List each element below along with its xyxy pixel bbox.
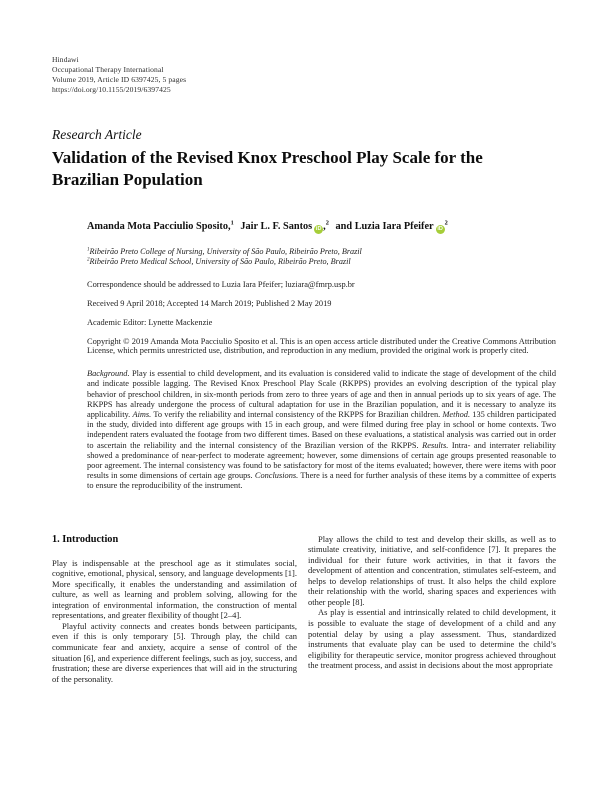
abstract-label-background: Background. xyxy=(87,369,130,379)
abstract-label-aims: Aims. xyxy=(132,410,152,420)
doi-link[interactable]: https://doi.org/10.1155/2019/6397425 xyxy=(52,84,171,94)
author-1-separator: , xyxy=(228,220,231,232)
author-2-name: Jair L. F. Santos xyxy=(240,220,313,232)
affiliation-2-superscript: 2 xyxy=(87,256,90,263)
article-id-line: Volume 2019, Article ID 6397425, 5 pages xyxy=(52,74,187,84)
author-2 xyxy=(240,221,329,232)
abstract-text-method: 135 children participated in the study, divided into different age groups with 15 in each group, and were filmed during free play in school or home contexts. Two independent raters evaluated the footage from two different times. Based on these evaluations, a statistical analysis was carried out in order to ascertain the reliability and the internal consistency of the Brazilian version of the RKPPS. xyxy=(87,410,556,450)
author-1-affiliation-superscript: 1 xyxy=(230,219,234,227)
author-line xyxy=(87,221,556,234)
affiliation-1-text: Ribeirão Preto College of Nursing, University of São Paulo, Ribeirão Preto, Brazil xyxy=(89,246,362,256)
abstract-label-conclusions: Conclusions. xyxy=(254,471,299,481)
right-column xyxy=(308,534,556,685)
author-3-name: and Luzia Iara Pfeifer xyxy=(335,220,434,232)
author-3 xyxy=(336,221,448,232)
front-matter xyxy=(87,221,556,492)
affiliation-2-text: Ribeirão Preto Medical School, University of São Paulo, Ribeirão Preto, Brazil xyxy=(89,256,351,266)
journal-name: Occupational Therapy International xyxy=(52,64,164,74)
intro-paragraph-4: As play is essential and intrinsically related to child development, it is possible to evaluate the stage of development of a child and any potential delay by using a play assessment. Thus, standardized instruments that evaluate play can be used to determine the child’s eligibility for therapeutic service, monitor progress achieved throughout the treatment process, and assist in decisions about the most appropriate xyxy=(308,607,556,671)
intro-paragraph-2: Playful activity connects and creates bonds between participants, even if this is only temporary [5]. Through play, the child can communicate fear and anxiety, acquire a sense of control of the situation [6], and experience different feelings, such as joy, success, and frustration; these are diverse experiences that will aid in the structuring of the personality. xyxy=(52,620,297,684)
intro-paragraph-3: Play allows the child to test and develop their skills, as well as to stimulate creativity, initiative, and self-confidence [7]. It prepares the individual for their future work activities, in that it favors the development of attention and concentration, stimulates self-esteem, and helps to develop relationships of trust. It also helps the child explore their relationship with the world, sharing spaces and experiences with other people [8]. xyxy=(308,533,556,607)
author-3-affiliation-superscript: 2 xyxy=(444,219,448,227)
affiliation-list xyxy=(87,247,556,268)
two-column-body xyxy=(52,534,556,685)
section-heading-introduction: 1. Introduction xyxy=(52,533,119,545)
article-type-label: Research Article xyxy=(52,126,142,142)
intro-paragraph-1: Play is indispensable at the preschool age as it stimulates social, cognitive, emotional, physical, sensory, and language developments [1]. More specifically, it enables the understanding and assimilation of culture, as well as learning and problem solving, allowing for the integration of environmental information, the construction of mental representations, and greater flexibility of thought [2–4]. xyxy=(52,557,297,621)
paper-title: Validation of the Revised Knox Preschool Play Scale for the Brazilian Population xyxy=(52,147,483,189)
publisher-header xyxy=(52,55,556,95)
affiliation-1-superscript: 1 xyxy=(87,245,90,252)
left-column xyxy=(52,534,297,685)
dates-line: Received 9 April 2018; Accepted 14 March 2019; Published 2 May 2019 xyxy=(87,299,332,309)
abstract-label-results: Results. xyxy=(422,440,449,450)
affiliation-line-2 xyxy=(87,257,556,267)
orcid-icon[interactable]: iD xyxy=(437,225,443,232)
copyright-notice: Copyright © 2019 Amanda Mota Pacciulio Sposito et al. This is an open access article distributed under the Creative Commons Attribution License, which permits unrestricted use, distribution, and reproduction in any medium, provided the original work is properly cited. xyxy=(87,336,556,356)
orcid-icon[interactable]: iD xyxy=(315,225,322,232)
academic-editor-line: Academic Editor: Lynette Mackenzie xyxy=(87,317,213,327)
correspondence-line: Correspondence should be addressed to Luzia Iara Pfeifer; luziara@fmrp.usp.br xyxy=(87,280,355,290)
abstract-paragraph xyxy=(87,369,556,491)
abstract-label-method: Method. xyxy=(442,410,471,420)
abstract-text-aims: To verify the reliability and internal consistency of the RKPPS for Brazilian children. xyxy=(151,410,443,420)
author-2-separator: , xyxy=(323,220,326,232)
abstract-text-conclusions: There is a need for further analysis of these items by a committee of experts to ensure the reproducibility of the instrument. xyxy=(87,471,556,491)
author-2-affiliation-superscript: 2 xyxy=(325,219,329,227)
affiliation-line-1 xyxy=(87,247,556,257)
author-1 xyxy=(87,221,234,232)
abstract-text-results: Intra- and interrater reliability showed a predominance of near-perfect to moderate agreement; however, some dimensions of certain age groups presented reasonable to poor agreement. The internal consistency was found to be satisfactory for most of the items evaluated; however, there were items with poor results in some dimensions of certain age groups. xyxy=(87,440,556,481)
author-1-name: Amanda Mota Pacciulio Sposito xyxy=(87,220,229,232)
publisher-name: Hindawi xyxy=(52,55,79,64)
abstract-text-background: Play is essential to child development, and its evaluation is considered valid to indicate the stage of development of the child and indicate possible lagging. The Revised Knox Preschool Play Scale (RKPPS) provides an evolving description of the typical play behavior of preschool children, in six-month periods from zero to three years of age and then in annual periods up to six years of age. The RKPPS has already undergone the process of cultural adaptation for use in the Brazilian population, and it is necessary to analyze its applicability. xyxy=(87,369,556,420)
